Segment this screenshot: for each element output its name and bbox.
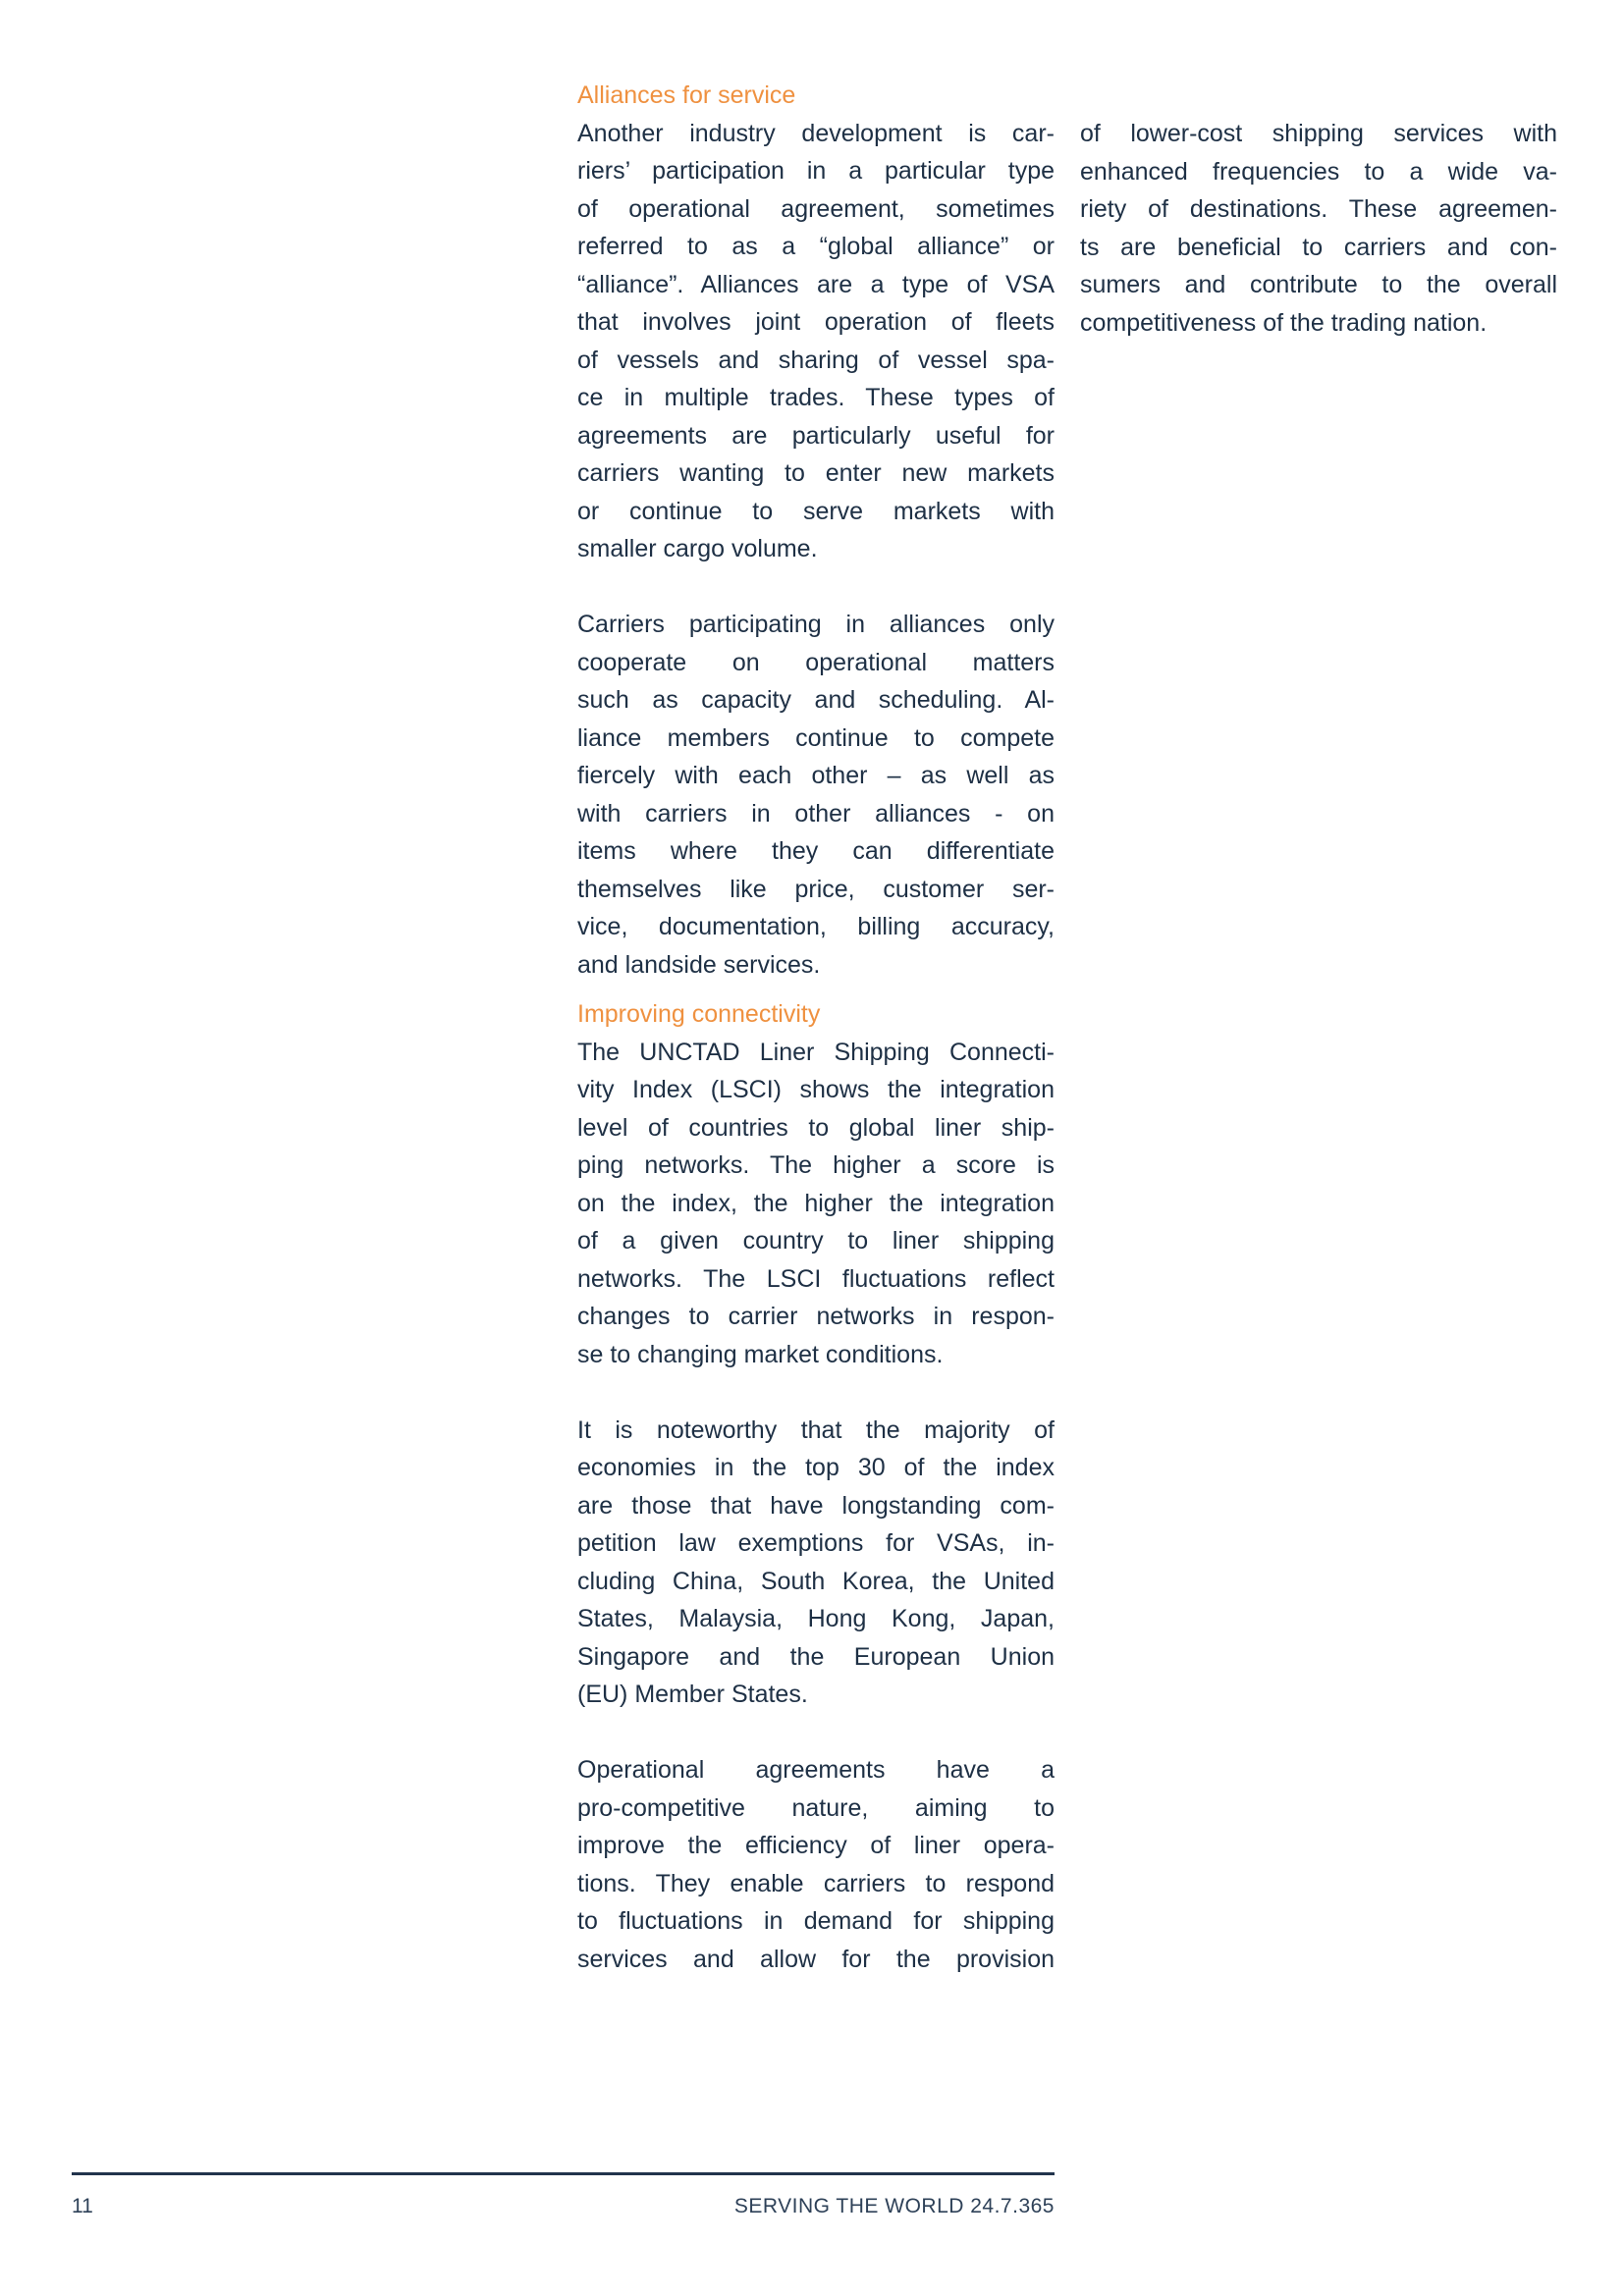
text-line: smaller cargo volume.: [577, 535, 818, 562]
text-line: of vessels and sharing of vessel spa-: [577, 346, 1055, 374]
text-line: Singapore and the European Union: [577, 1642, 1055, 1671]
text-line: riety of destinations. These agreemen-: [1080, 195, 1557, 223]
text-line: The UNCTAD Liner Shipping Connecti-: [577, 1038, 1055, 1066]
text-line: are those that have longstanding com-: [577, 1491, 1055, 1520]
text-line: cluding China, South Korea, the United: [577, 1567, 1055, 1595]
text-line: to fluctuations in demand for shipping: [577, 1907, 1055, 1935]
text-line: items where they can differentiate: [577, 837, 1055, 865]
text-line: se to changing market conditions.: [577, 1340, 944, 1368]
text-line: and landside services.: [577, 950, 821, 979]
paragraph: [577, 1034, 1055, 1374]
text-line: that involves joint operation of fleets: [577, 308, 1055, 336]
text-line: referred to as a “global alliance” or: [577, 233, 1055, 260]
text-line: Operational agreements have a: [577, 1756, 1055, 1784]
text-line: of lower-cost shipping services with: [1080, 120, 1557, 147]
text-line: carriers wanting to enter new markets: [577, 459, 1055, 487]
text-line: level of countries to global liner ship-: [577, 1113, 1055, 1142]
section-heading: Improving connectivity: [577, 1000, 821, 1028]
text-line: services and allow for the provision: [577, 1945, 1055, 1973]
page-number: 11: [72, 2195, 93, 2217]
right-column: [1080, 115, 1557, 342]
text-line: tions. They enable carriers to respond: [577, 1869, 1055, 1897]
text-line: liance members continue to compete: [577, 723, 1055, 752]
paragraph: [577, 1412, 1055, 1714]
footer: [72, 2195, 1055, 2218]
text-line: States, Malaysia, Hong Kong, Japan,: [577, 1605, 1055, 1632]
text-line: “alliance”. Alliances are a type of VSA: [577, 270, 1055, 298]
left-column: [577, 77, 1055, 1978]
text-line: improve the efficiency of liner opera-: [577, 1832, 1055, 1859]
text-line: competitiveness of the trading nation.: [1080, 308, 1488, 337]
text-line: petition law exemptions for VSAs, in-: [577, 1529, 1055, 1557]
footer-divider: [72, 2172, 1055, 2175]
text-line: pro-competitive nature, aiming to: [577, 1793, 1055, 1822]
text-line: or continue to serve markets with: [577, 497, 1055, 525]
text-line: economies in the top 30 of the index: [577, 1454, 1055, 1481]
text-line: with carriers in other alliances - on: [577, 799, 1055, 828]
text-line: Another industry development is car-: [577, 119, 1055, 147]
paragraph: [577, 1751, 1055, 1978]
paragraph: [1080, 115, 1557, 342]
text-line: (EU) Member States.: [577, 1681, 808, 1708]
section-heading: Alliances for service: [577, 81, 796, 109]
text-line: ping networks. The higher a score is: [577, 1151, 1055, 1179]
paragraph: [577, 115, 1055, 568]
text-line: on the index, the higher the integration: [577, 1189, 1055, 1217]
text-line: networks. The LSCI fluctuations reflect: [577, 1264, 1055, 1293]
text-line: fiercely with each other – as well as: [577, 762, 1055, 789]
text-line: Carriers participating in alliances only: [577, 611, 1055, 638]
text-line: enhanced frequencies to a wide va-: [1080, 157, 1557, 186]
paragraph: [577, 606, 1055, 984]
text-line: themselves like price, customer ser-: [577, 875, 1055, 903]
text-line: changes to carrier networks in respon-: [577, 1303, 1055, 1330]
text-line: of a given country to liner shipping: [577, 1227, 1055, 1255]
text-line: vity Index (LSCI) shows the integration: [577, 1076, 1055, 1103]
text-line: agreements are particularly useful for: [577, 421, 1055, 450]
text-line: It is noteworthy that the majority of: [577, 1415, 1055, 1444]
text-line: such as capacity and scheduling. Al-: [577, 686, 1055, 714]
text-line: ts are beneficial to carriers and con-: [1080, 233, 1557, 261]
text-line: sumers and contribute to the overall: [1080, 271, 1557, 298]
text-line: vice, documentation, billing accuracy,: [577, 913, 1055, 940]
text-line: ce in multiple trades. These types of: [577, 384, 1055, 411]
text-line: of operational agreement, sometimes: [577, 194, 1055, 223]
text-line: cooperate on operational matters: [577, 648, 1055, 676]
footer-tagline: SERVING THE WORLD 24.7.365: [733, 2195, 1055, 2217]
text-line: riers’ participation in a particular type: [577, 157, 1055, 185]
